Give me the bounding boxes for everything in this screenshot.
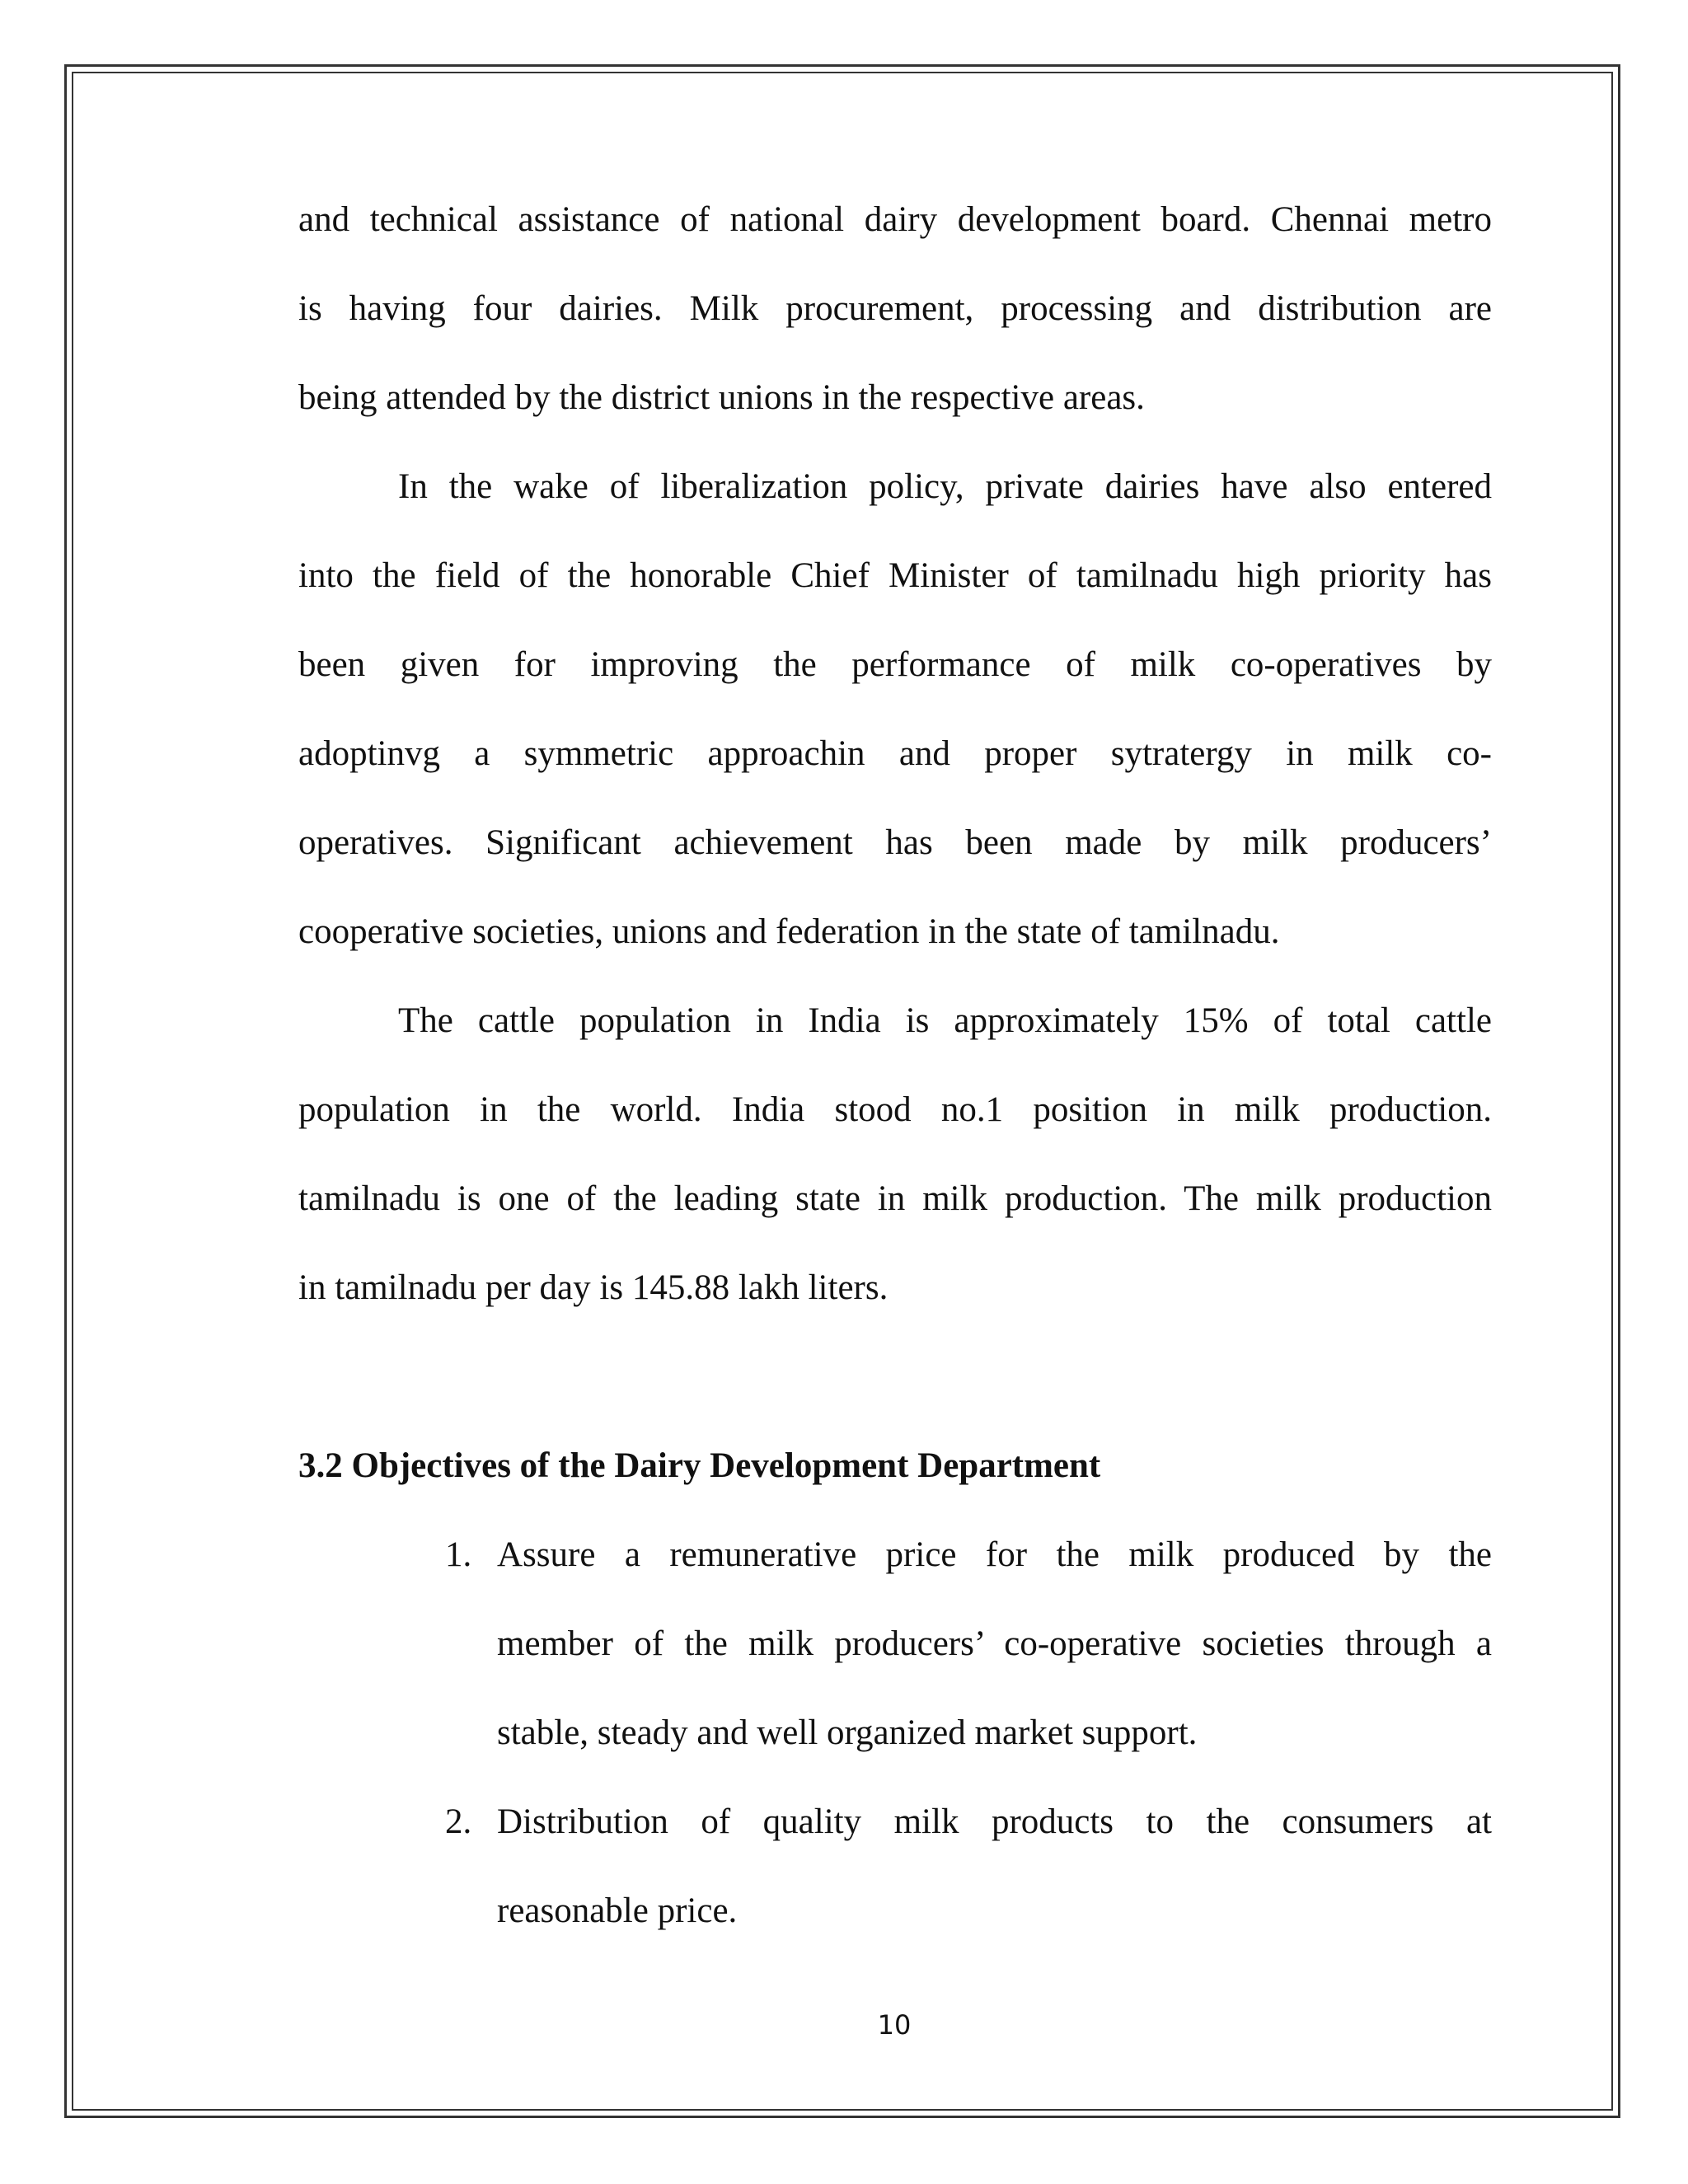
list-item-number: 2. [445,1802,472,1841]
text-line: Distribution of quality milk products to the consumers at [497,1802,1492,1841]
text-line: is having four dairies. Milk procurement, processing and distribution are [298,289,1492,328]
text-line: been given for improving the performance of milk co-operatives by [298,645,1492,684]
text-line: population in the world. India stood no.1 position in milk production. [298,1090,1492,1129]
text-line: tamilnadu is one of the leading state in milk production. The milk production [298,1179,1492,1218]
text-line: adoptinvg a symmetric approachin and proper sytratergy in milk co- [298,734,1492,773]
text-line: and technical assistance of national dairy development board. Chennai metro [298,200,1492,239]
section-heading: 3.2 Objectives of the Dairy Development Department [298,1446,1101,1485]
text-line: into the field of the honorable Chief Minister of tamilnadu high priority has [298,556,1492,595]
text-line: The cattle population in India is approximately 15% of total cattle [398,1001,1492,1040]
text-line: cooperative societies, unions and federation in the state of tamilnadu. [298,912,1280,951]
text-line: being attended by the district unions in the respective areas. [298,378,1145,417]
text-line: Assure a remunerative price for the milk produced by the [497,1535,1492,1574]
text-line: stable, steady and well organized market support. [497,1713,1198,1752]
text-line: In the wake of liberalization policy, private dairies have also entered [398,467,1492,506]
text-line: in tamilnadu per day is 145.88 lakh liters. [298,1268,889,1307]
page-number: 10 [877,2009,912,2041]
list-item-number: 1. [445,1535,472,1574]
text-line: reasonable price. [497,1891,738,1930]
text-line: member of the milk producers’ co-operative societies through a [497,1624,1492,1663]
text-line: operatives. Significant achievement has been made by milk producers’ [298,823,1492,862]
